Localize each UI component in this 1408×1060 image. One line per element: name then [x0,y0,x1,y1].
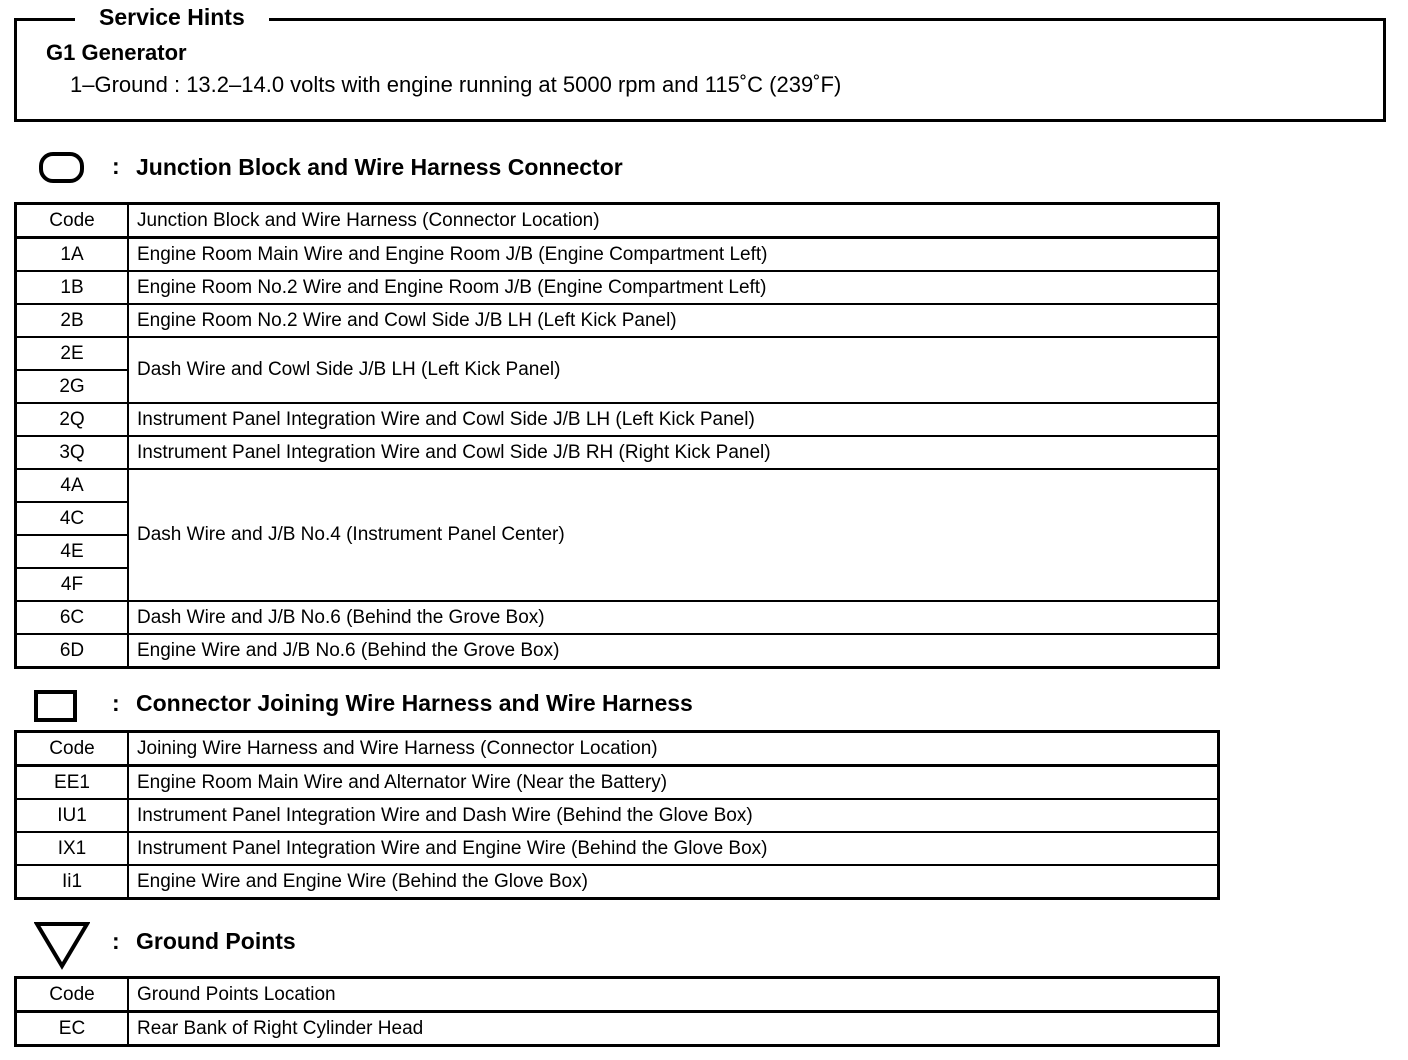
row-desc: Dash Wire and J/B No.6 (Behind the Grove Box) [128,601,1219,634]
table-header-row [16,732,1219,766]
row-code: 4F [16,568,129,601]
table-row [16,634,1219,668]
ground-colon: : [112,928,120,954]
header-desc: Junction Block and Wire Harness (Connector Location) [128,204,1219,238]
table-row [16,238,1219,272]
junction-table [14,202,1220,669]
table-row [16,832,1219,865]
row-desc: Dash Wire and J/B No.4 (Instrument Panel Center) [128,469,1219,601]
row-code: EC [16,1012,129,1046]
row-code: 1B [16,271,129,304]
row-code: 4E [16,535,129,568]
junction-section-title: Junction Block and Wire Harness Connector [136,154,623,180]
row-code: 2G [16,370,129,403]
connector-colon: : [112,690,120,716]
service-hints-title: Service Hints [75,4,269,31]
row-desc: Dash Wire and Cowl Side J/B LH (Left Kick Panel) [128,337,1219,403]
table-row [16,403,1219,436]
header-code: Code [16,204,129,238]
row-code: IU1 [16,799,129,832]
hint-line: 1–Ground : 13.2–14.0 volts with engine running at 5000 rpm and 115˚C (239˚F) [70,72,842,97]
table-row [16,271,1219,304]
header-code: Code [16,978,129,1012]
row-code: IX1 [16,832,129,865]
row-code: 2E [16,337,129,370]
header-desc: Joining Wire Harness and Wire Harness (Connector Location) [128,732,1219,766]
row-desc: Instrument Panel Integration Wire and Engine Wire (Behind the Glove Box) [128,832,1219,865]
table-header-row [16,978,1219,1012]
table-header-row [16,204,1219,238]
row-code: 6C [16,601,129,634]
row-code: 4A [16,469,129,502]
ground-section-title: Ground Points [136,928,296,954]
table-row [16,766,1219,800]
junction-colon: : [112,153,120,179]
table-row [16,865,1219,899]
connector-table [14,730,1220,900]
row-desc: Engine Room No.2 Wire and Engine Room J/B (Engine Compartment Left) [128,271,1219,304]
header-code: Code [16,732,129,766]
table-row [16,1012,1219,1046]
ground-triangle-icon [34,920,90,970]
connector-section-title: Connector Joining Wire Harness and Wire Harness [136,690,693,716]
rounded-rect-icon [38,150,86,186]
row-desc: Instrument Panel Integration Wire and Dash Wire (Behind the Glove Box) [128,799,1219,832]
row-code: 1A [16,238,129,272]
header-desc: Ground Points Location [128,978,1219,1012]
row-code: EE1 [16,766,129,800]
row-desc: Engine Room Main Wire and Engine Room J/B (Engine Compartment Left) [128,238,1219,272]
row-desc: Engine Wire and Engine Wire (Behind the Glove Box) [128,865,1219,899]
row-code: 3Q [16,436,129,469]
row-desc: Engine Wire and J/B No.6 (Behind the Grove Box) [128,634,1219,668]
row-desc: Engine Room No.2 Wire and Cowl Side J/B LH (Left Kick Panel) [128,304,1219,337]
row-code: 2B [16,304,129,337]
row-desc: Instrument Panel Integration Wire and Cowl Side J/B LH (Left Kick Panel) [128,403,1219,436]
row-desc: Instrument Panel Integration Wire and Cowl Side J/B RH (Right Kick Panel) [128,436,1219,469]
hint-heading: G1 Generator [46,40,187,65]
table-row [16,436,1219,469]
table-row [16,469,1219,502]
row-desc: Rear Bank of Right Cylinder Head [128,1012,1219,1046]
rectangle-icon [34,690,78,724]
service-hints-box [14,18,1386,122]
table-row [16,799,1219,832]
row-code: 2Q [16,403,129,436]
row-code: 4C [16,502,129,535]
table-row [16,337,1219,370]
row-code: 6D [16,634,129,668]
ground-table [14,976,1220,1047]
table-row [16,601,1219,634]
row-desc: Engine Room Main Wire and Alternator Wire (Near the Battery) [128,766,1219,800]
row-code: Ii1 [16,865,129,899]
table-row [16,304,1219,337]
